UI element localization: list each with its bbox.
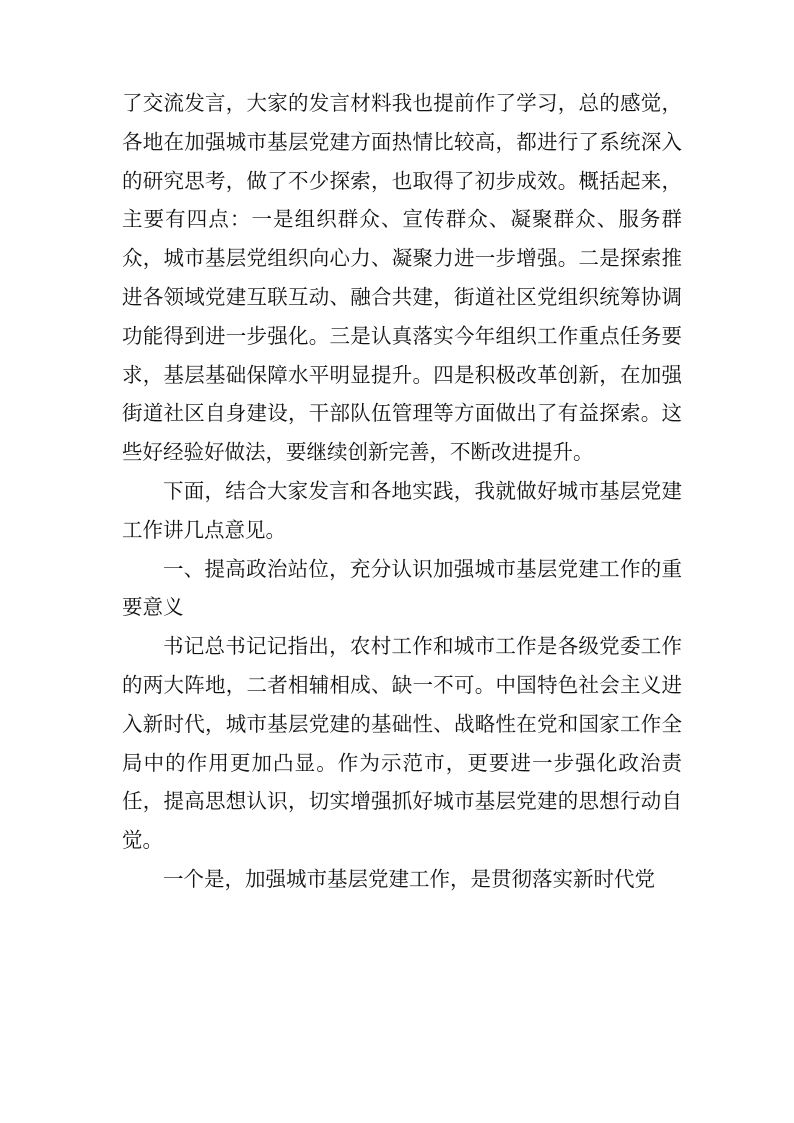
paragraph-significance: 书记总书记记指出，农村工作和城市工作是各级党委工作的两大阵地，二者相辅相成、缺一不可。中国特色社会主义进入新时代，城市基层党建的基础性、战略性在党和国家工作全局中的作用更加凸显。作为示范市，更要进一步强化政治责任，提高思想认识，切实增强抓好城市基层党建的思想行动自觉。	[122, 634, 682, 853]
section-heading-1: 一、提高政治站位，充分认识加强城市基层党建工作的重要意义	[122, 556, 682, 620]
paragraph-intro: 下面，结合大家发言和各地实践，我就做好城市基层党建工作讲几点意见。	[122, 478, 682, 542]
paragraph-point-one: 一个是，加强城市基层党建工作，是贯彻落实新时代党	[163, 866, 655, 891]
paragraph-continuation: 了交流发言，大家的发言材料我也提前作了学习，总的感觉，各地在加强城市基层党建方面热情比较高，都进行了系统深入的研究思考，做了不少探索，也取得了初步成效。概括起来，主要有四点：一是组织群众、宣传群众、凝聚群众、服务群众，城市基层党组织向心力、凝聚力进一步增强。二是探索推进各领域党建互联互动、融合共建，街道社区党组织统筹协调功能得到进一步强化。三是认真落实今年组织工作重点任务要求，基层基础保障水平明显提升。四是积极改革创新，在加强街道社区自身建设，干部队伍管理等方面做出了有益探索。这些好经验好做法，要继续创新完善，不断改进提升。	[122, 91, 682, 465]
document-body	[122, 84, 682, 899]
